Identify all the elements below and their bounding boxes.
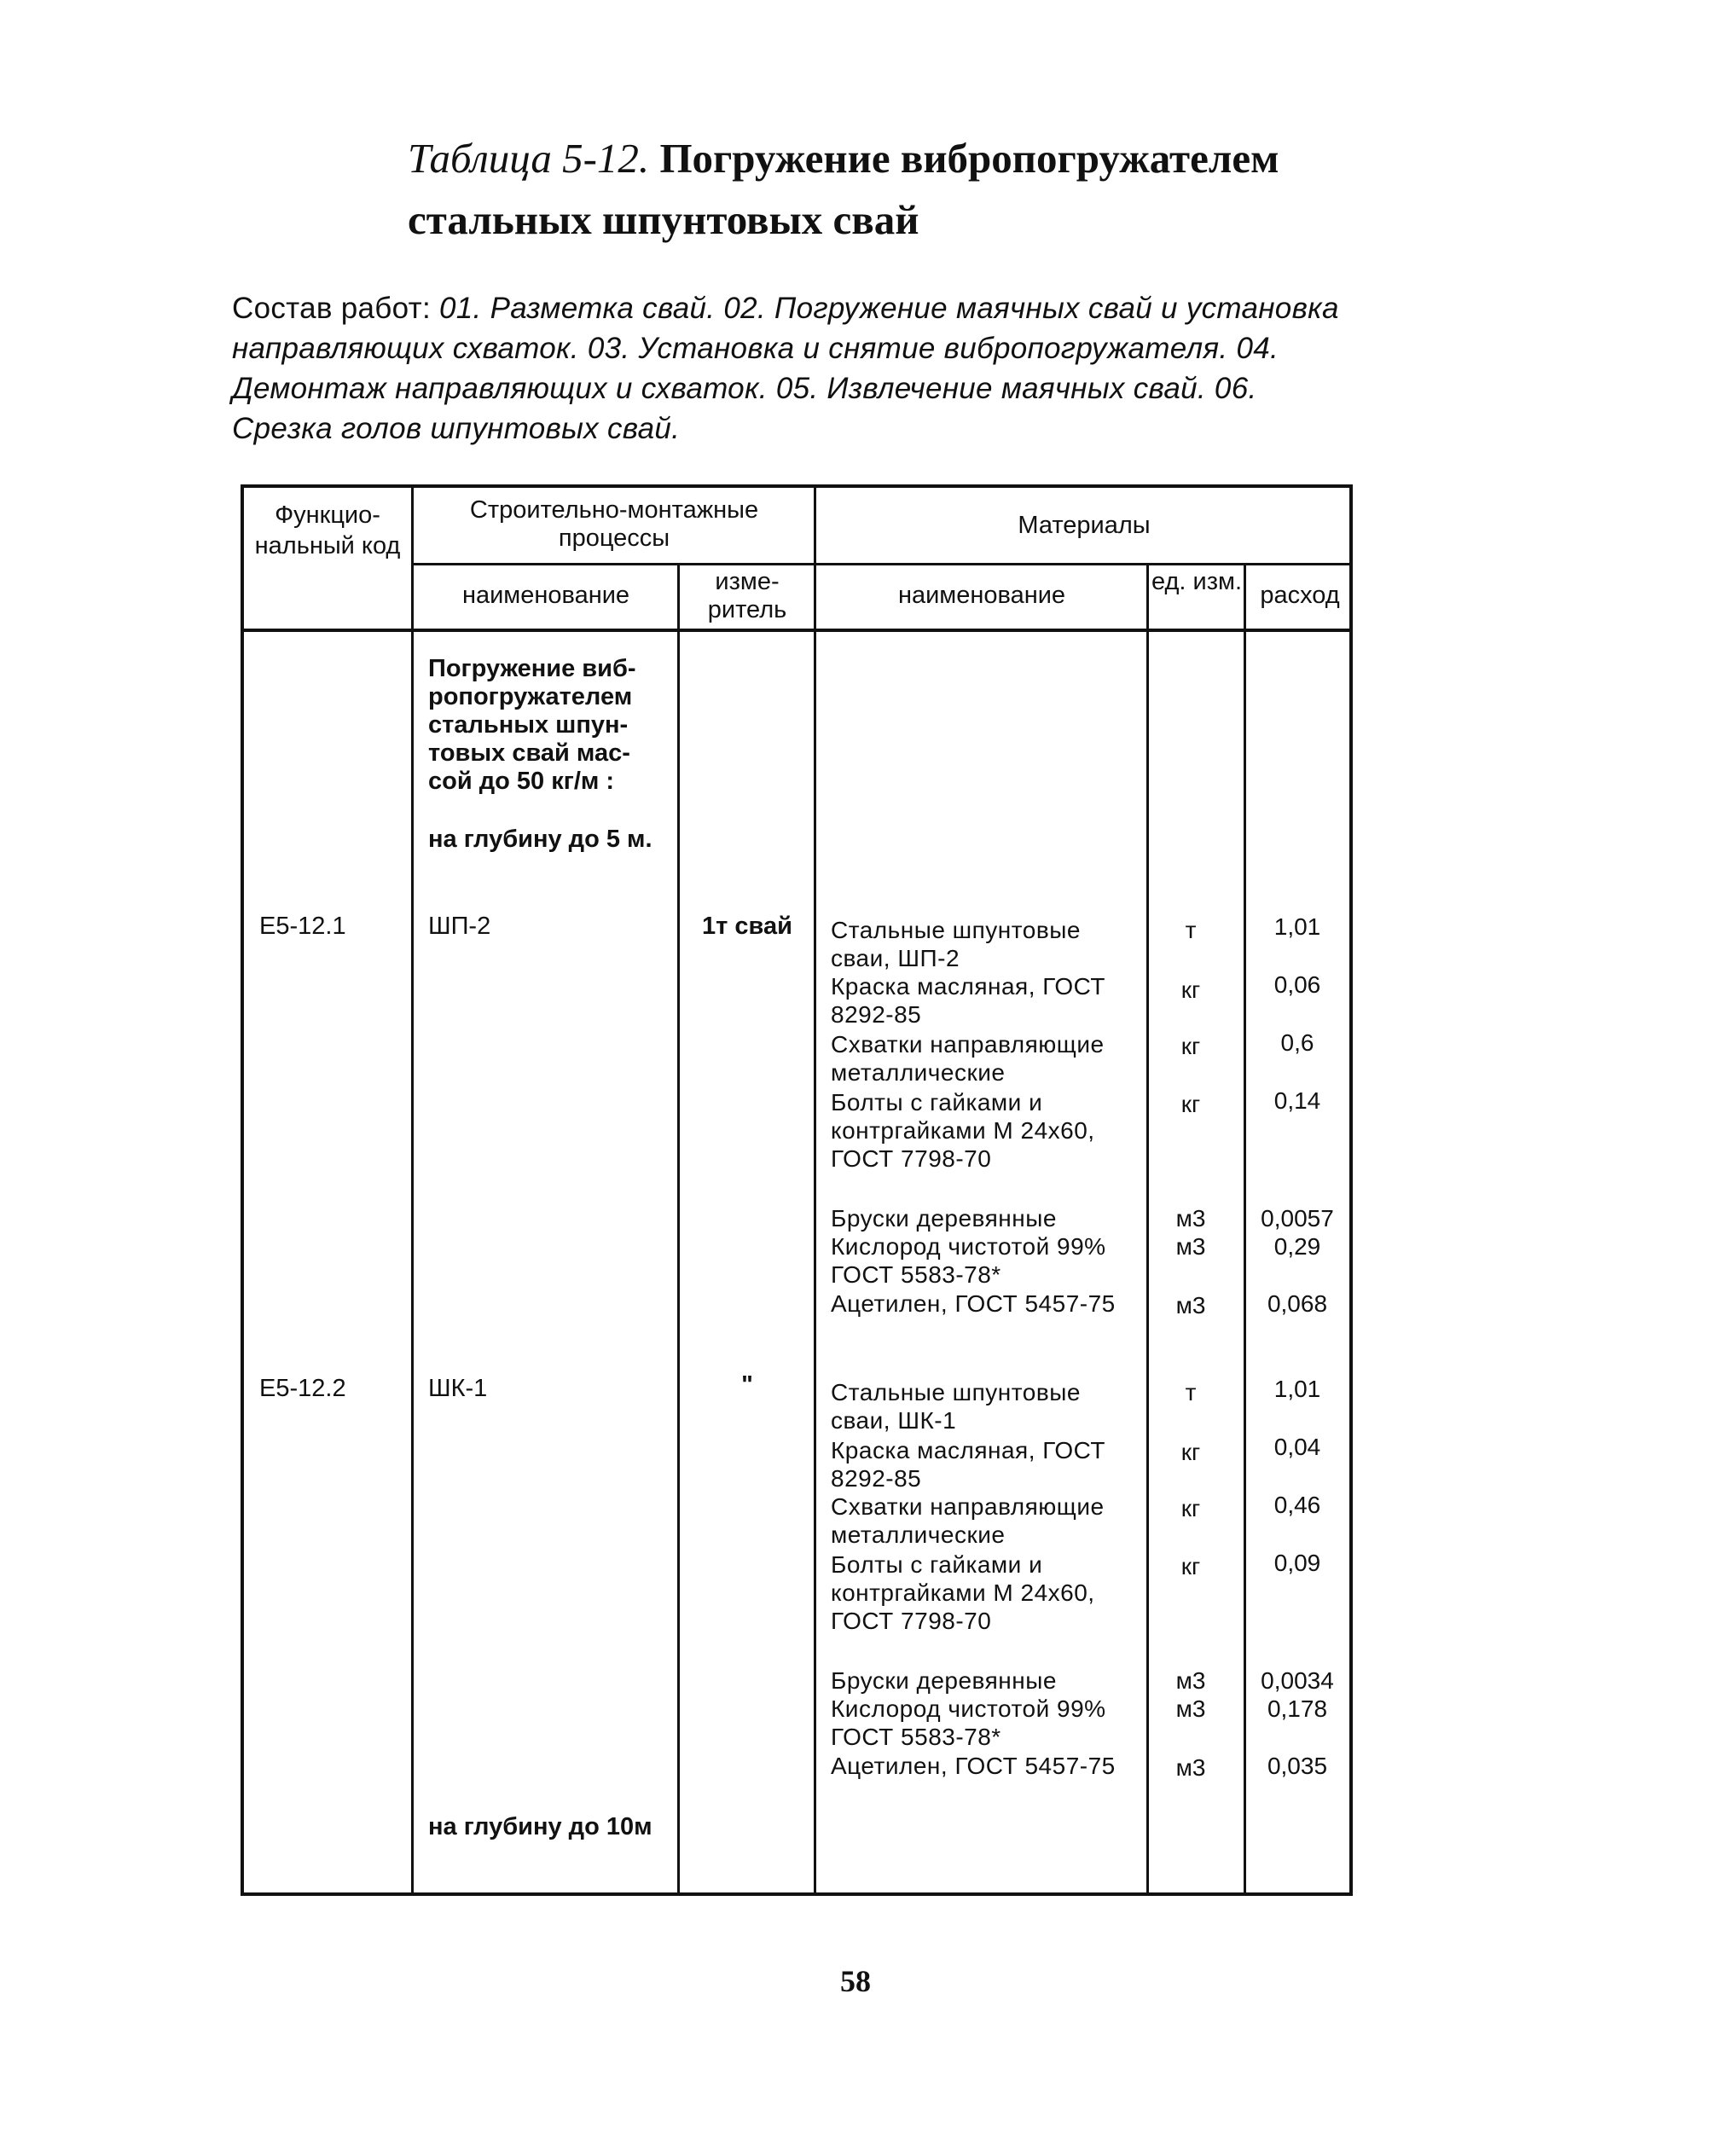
material-unit: м3: [1175, 1667, 1206, 1694]
material-amount: 0,14: [1273, 1087, 1321, 1114]
group-depth-10: на глубину до 10м: [428, 1813, 652, 1840]
material-unit: кг: [1180, 1495, 1201, 1521]
header-mat-name: наименование: [897, 582, 1066, 609]
title-line-2: стальных шпунтовых свай: [408, 196, 919, 243]
material-name: Бруски деревянные: [831, 1205, 1057, 1232]
material-amount: 0,46: [1273, 1492, 1321, 1518]
material-amount: 0,178: [1267, 1695, 1328, 1722]
material-unit: м3: [1175, 1205, 1206, 1232]
row-process-name: ШК-1: [428, 1375, 488, 1402]
material-name: Ацетилен, ГОСТ 5457-75: [831, 1290, 1116, 1317]
material-amount: 0,0057: [1261, 1205, 1334, 1232]
material-amount: 0,06: [1273, 971, 1321, 998]
col-divider: [814, 488, 816, 1893]
material-unit: м3: [1175, 1233, 1206, 1260]
material-unit: кг: [1180, 1553, 1201, 1579]
material-unit: м3: [1175, 1754, 1206, 1781]
header-code: Функцио-нальный код: [254, 501, 401, 559]
material-name: Ацетилен, ГОСТ 5457-75: [831, 1753, 1116, 1779]
material-name: Кислород чистотой 99% ГОСТ 5583-78*: [831, 1695, 1106, 1750]
header-divider: [411, 563, 1353, 565]
material-unit: м3: [1175, 1292, 1206, 1319]
material-unit: м3: [1175, 1695, 1206, 1722]
work-composition: [232, 288, 1358, 449]
row-process-name: ШП-2: [428, 913, 491, 940]
header-proc-meter: изме-ритель: [707, 568, 787, 623]
material-name: Краска масляная, ГОСТ 8292-85: [831, 973, 1106, 1028]
row-meter: ": [741, 1371, 753, 1399]
material-amount: 0,035: [1267, 1753, 1328, 1779]
row-meter: 1т свай: [702, 913, 792, 940]
group-depth-5: на глубину до 5 м.: [428, 826, 652, 853]
table-number: Таблица 5-12.: [408, 135, 650, 182]
material-unit: кг: [1180, 1439, 1201, 1465]
material-name: Краска масляная, ГОСТ 8292-85: [831, 1437, 1106, 1492]
col-divider: [411, 488, 414, 1893]
title-line-1: Погружение вибропогружателем: [659, 135, 1279, 182]
norms-table: [241, 484, 1353, 1896]
material-name: Стальные шпунтовые сваи, ШК-1: [831, 1379, 1081, 1434]
material-unit: кг: [1180, 1091, 1201, 1117]
row-code: Е5-12.2: [259, 1375, 346, 1402]
material-name: Схватки направляющие металлические: [831, 1031, 1105, 1086]
composition-label: Состав работ:: [232, 292, 431, 325]
material-unit: т: [1185, 1379, 1197, 1405]
header-bottom-line: [244, 629, 1353, 632]
material-name: Болты с гайками и контргайками М 24х60, ГОСТ 7798-70: [831, 1089, 1095, 1172]
header-materials: Материалы: [1018, 512, 1151, 539]
material-amount: 0,04: [1273, 1434, 1321, 1460]
material-amount: 0,09: [1273, 1550, 1321, 1576]
material-amount: 1,01: [1273, 1376, 1321, 1402]
page-number: 58: [840, 1964, 871, 1998]
composition-items: 01. Разметка свай. 02. Погружение маячных свай и установка направляющих схваток. 03. Установка и снятие вибропогружателя. 04. Демонтаж направляющих и схваток. 05. Извлечение маячных свай. 06. Срезка голов шпунтовых свай.: [232, 292, 1339, 445]
header-processes: Строительно-монтажные процессы: [469, 496, 759, 552]
material-amount: 0,6: [1280, 1029, 1314, 1056]
group-title: Погружение виб-ропогружателем стальных шпун-товых свай мас-сой до 50 кг/м :: [428, 655, 636, 795]
material-name: Болты с гайками и контргайками М 24х60, ГОСТ 7798-70: [831, 1551, 1095, 1634]
material-name: Бруски деревянные: [831, 1667, 1057, 1694]
material-amount: 1,01: [1273, 913, 1321, 940]
material-unit: кг: [1180, 977, 1201, 1003]
header-proc-name: наименование: [461, 582, 630, 609]
material-amount: 0,0034: [1261, 1667, 1334, 1694]
material-unit: т: [1185, 917, 1197, 943]
col-divider: [677, 565, 680, 1893]
header-mat-amount: расход: [1260, 582, 1340, 609]
page-title: [408, 128, 1499, 251]
row-code: Е5-12.1: [259, 913, 346, 940]
material-name: Кислород чистотой 99% ГОСТ 5583-78*: [831, 1233, 1106, 1288]
header-mat-unit: ед. изм.: [1151, 568, 1243, 595]
material-amount: 0,29: [1273, 1233, 1321, 1260]
material-amount: 0,068: [1267, 1290, 1328, 1317]
material-name: Схватки направляющие металлические: [831, 1493, 1105, 1548]
material-unit: кг: [1180, 1033, 1201, 1059]
material-name: Стальные шпунтовые сваи, ШП-2: [831, 917, 1081, 971]
